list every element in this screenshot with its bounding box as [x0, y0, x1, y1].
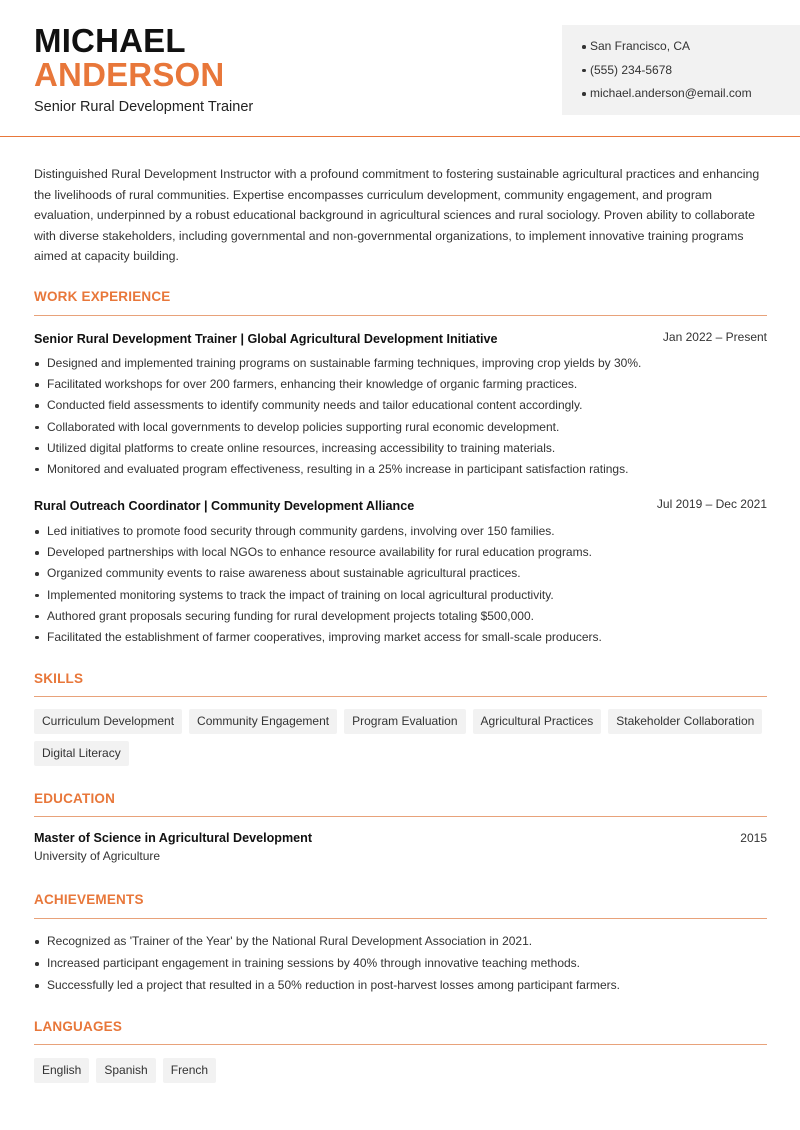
section-title-skills: SKILLS: [34, 671, 84, 686]
candidate-name: [34, 24, 224, 91]
job-header: [34, 330, 767, 348]
languages-list: [34, 1058, 767, 1083]
language-chip: Spanish: [96, 1058, 155, 1083]
bullet-item: Successfully led a project that resulted in a 50% reduction in post-harvest losses among participant farmers.: [34, 977, 767, 999]
job-role: Rural Outreach Coordinator | Community Development Alliance: [34, 499, 415, 513]
bullet-item: Facilitated workshops for over 200 farmers, enhancing their knowledge of organic farming practices.: [34, 376, 767, 397]
section-title-languages: LANGUAGES: [34, 1019, 123, 1034]
contact-box: [562, 25, 800, 115]
skill-chip: Community Engagement: [189, 709, 337, 734]
first-name: MICHAEL: [34, 22, 186, 59]
section-divider: [34, 696, 767, 697]
job-header: [34, 497, 767, 515]
job-role: Senior Rural Development Trainer | Global Agricultural Development Initiative: [34, 332, 498, 346]
section-title-work: WORK EXPERIENCE: [34, 289, 171, 304]
bullet-item: Organized community events to raise awareness about sustainable agricultural practices.: [34, 565, 767, 586]
contact-email: michael.anderson@email.com: [582, 84, 800, 108]
bullet-item: Implemented monitoring systems to track the impact of training on local agricultural productivity.: [34, 587, 767, 608]
bullet-item: Increased participant engagement in training sessions by 40% through innovative teaching methods.: [34, 955, 767, 977]
section-title-achievements: ACHIEVEMENTS: [34, 892, 144, 907]
skill-chip: Digital Literacy: [34, 741, 129, 766]
skill-chip: Agricultural Practices: [473, 709, 602, 734]
section-divider: [34, 816, 767, 817]
degree-name: Master of Science in Agricultural Development: [34, 831, 313, 845]
bullet-item: Facilitated the establishment of farmer cooperatives, improving market access for small-scale producers.: [34, 629, 767, 650]
job-bullets: [34, 523, 767, 650]
bullet-item: Utilized digital platforms to create online resources, increasing accessibility to training materials.: [34, 440, 767, 461]
bullet-item: Collaborated with local governments to develop policies supporting rural economic development.: [34, 419, 767, 440]
skills-list: [34, 709, 767, 766]
bullet-item: Designed and implemented training programs on sustainable farming techniques, improving crop yields by 30%.: [34, 355, 767, 376]
bullet-item: Monitored and evaluated program effectiveness, resulting in a 25% increase in participant satisfaction ratings.: [34, 461, 767, 482]
education-entry: [34, 831, 767, 863]
job-dates: Jan 2022 – Present: [662, 330, 767, 344]
bullet-item: Recognized as 'Trainer of the Year' by the National Rural Development Association in 2021.: [34, 933, 767, 955]
language-chip: English: [34, 1058, 89, 1083]
section-divider: [34, 918, 767, 919]
school-name: University of Agriculture: [34, 849, 161, 863]
section-title-education: EDUCATION: [34, 791, 116, 806]
section-divider: [34, 1044, 767, 1045]
bullet-item: Developed partnerships with local NGOs to enhance resource availability for rural education programs.: [34, 544, 767, 565]
skill-chip: Stakeholder Collaboration: [608, 709, 762, 734]
job-dates: Jul 2019 – Dec 2021: [656, 497, 767, 511]
section-divider: [34, 315, 767, 316]
job-title: Senior Rural Development Trainer: [34, 99, 254, 115]
achievements-list: [34, 933, 767, 999]
contact-phone: (555) 234-5678: [582, 61, 800, 85]
bullet-item: Authored grant proposals securing funding for rural development projects totaling $500,000.: [34, 608, 767, 629]
contact-location: San Francisco, CA: [582, 37, 800, 61]
resume-header: [0, 0, 800, 137]
last-name: ANDERSON: [34, 56, 225, 93]
language-chip: French: [163, 1058, 216, 1083]
bullet-item: Conducted field assessments to identify community needs and tailor educational content accordingly.: [34, 397, 767, 418]
graduation-year: 2015: [740, 831, 767, 845]
skill-chip: Curriculum Development: [34, 709, 182, 734]
bullet-item: Led initiatives to promote food security through community gardens, involving over 150 families.: [34, 523, 767, 544]
professional-summary: Distinguished Rural Development Instructor with a profound commitment to fostering sustainable agricultural practices and enhancing the livelihoods of rural communities. Expertise encompasses curriculum development, community engagement, and program evaluation, underpinned by a robust educational background in agricultural sciences and rural sociology. Proven ability to collaborate with diverse stakeholders, including governmental and non-governmental organizations, to implement innovative training programs aimed at capacity building.: [34, 167, 760, 263]
job-bullets: [34, 355, 767, 482]
skill-chip: Program Evaluation: [344, 709, 465, 734]
